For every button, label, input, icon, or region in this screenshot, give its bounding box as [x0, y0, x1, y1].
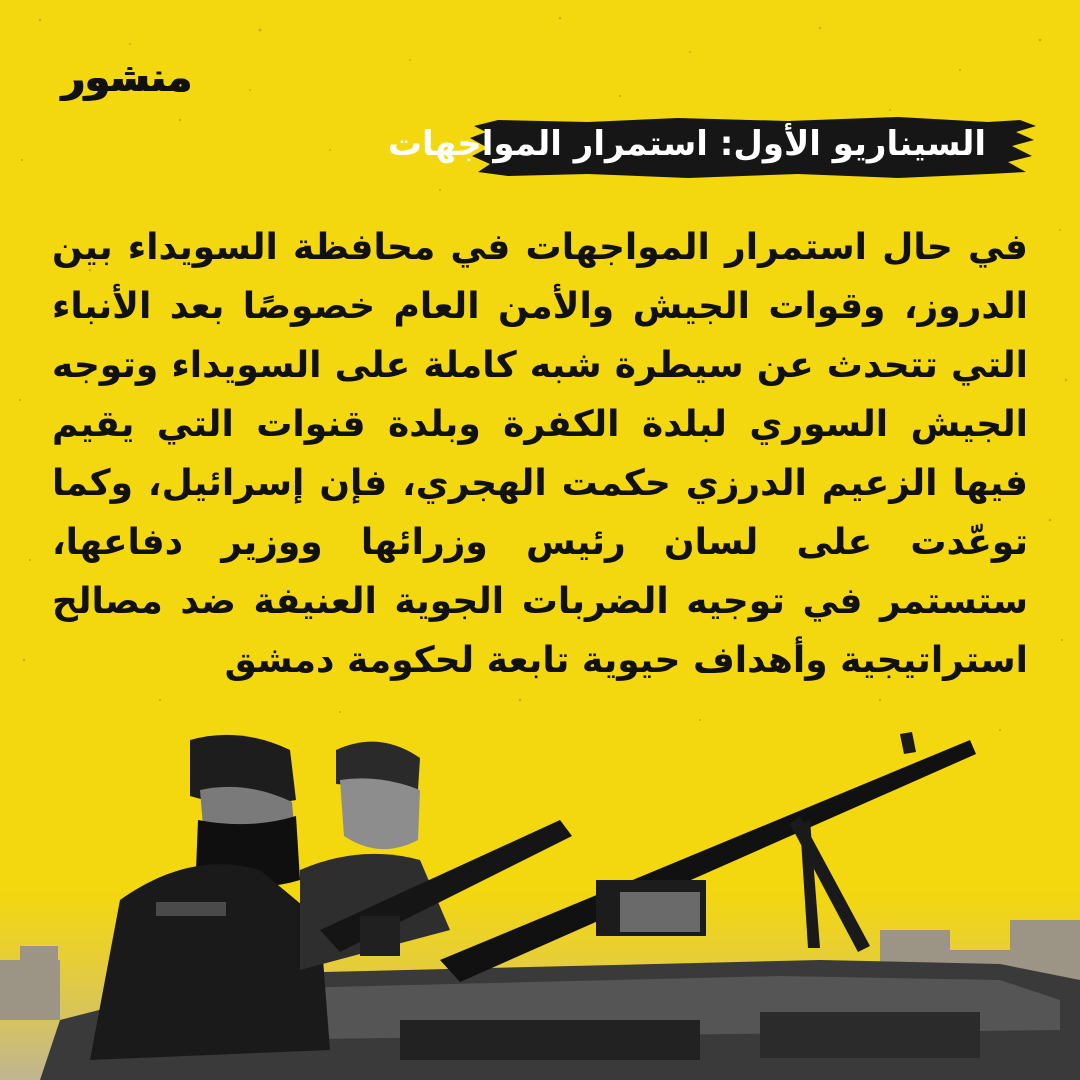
headline-banner: [387, 112, 1042, 184]
brand-logo: منشور: [62, 55, 192, 101]
headline-title: السيناريو الأول: استمرار المواجهات: [387, 124, 986, 164]
article-body: في حال استمرار المواجهات في محافظة السويداء بين الدروز، وقوات الجيش والأمن العام خصوصًا بعد الأنباء التي تتحدث عن سيطرة شبه كاملة على السويداء وتوجه الجيش السوري لبلدة الكفرة وبلدة قنوات التي يقيم فيها الزعيم الدرزي حكمت الهجري، فإن إسرائيل، وكما توعّدت على لسان رئيس وزرائها ووزير دفاعها، ستستمر في توجيه الضربات الجوية العنيفة ضد مصالح استراتيجية وأهداف حيوية تابعة لحكومة دمشق: [52, 227, 1028, 681]
fighters-photo: [0, 720, 1080, 1080]
